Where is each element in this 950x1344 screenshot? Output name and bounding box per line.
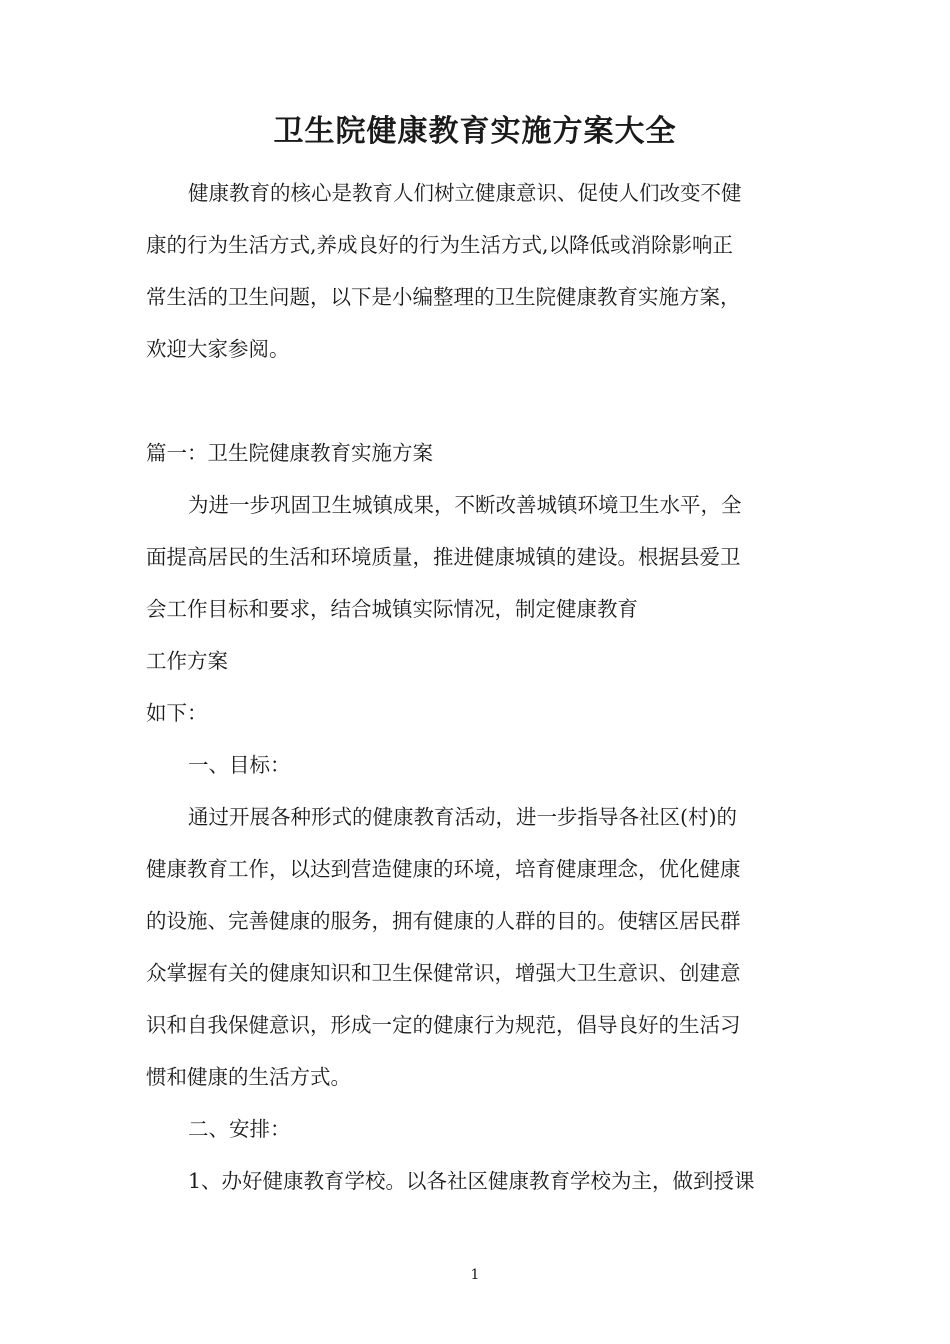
goal-line: 惯和健康的生活方式。 [146,1065,351,1089]
section-intro-line: 面提高居民的生活和环境质量，推进健康城镇的建设。根据县爱卫 [146,545,741,569]
goal-paragraph [146,791,810,1103]
page-number: 1 [470,1267,480,1283]
intro-line: 欢迎大家参阅。 [146,337,290,361]
goal-heading: 一、目标： [188,753,291,777]
document-body [146,167,810,1207]
as-follows-line: 如下： [146,701,208,725]
goal-line: 众掌握有关的健康知识和卫生保健常识，增强大卫生意识、创建意 [146,961,741,985]
goal-line: 识和自我保健意识，形成一定的健康行为规范，倡导良好的生活习 [146,1013,741,1037]
goal-line: 通过开展各种形式的健康教育活动，进一步指导各社区(村)的 [188,805,737,829]
arrangement-item: 1、办好健康教育学校。以各社区健康教育学校为主，做到授课 [188,1169,755,1193]
goal-line: 的设施、完善健康的服务，拥有健康的人群的目的。使辖区居民群 [146,909,741,933]
intro-line: 康的行为生活方式,养成良好的行为生活方式,以降低或消除影响正 [146,233,734,257]
section-heading: 篇一：卫生院健康教育实施方案 [146,441,433,465]
goal-line: 健康教育工作，以达到营造健康的环境，培育健康理念，优化健康 [146,857,741,881]
intro-line: 健康教育的核心是教育人们树立健康意识、促使人们改变不健 [188,181,742,205]
paragraph-gap [146,375,810,427]
arrangement-heading: 二、安排： [188,1117,291,1141]
intro-paragraph [146,167,810,375]
document-title: 卫生院健康教育实施方案大全 [273,114,677,149]
work-plan-line: 工作方案 [146,649,228,673]
section-intro-paragraph [146,479,810,635]
section-intro-line: 会工作目标和要求，结合城镇实际情况，制定健康教育 [146,597,638,621]
intro-line: 常生活的卫生问题，以下是小编整理的卫生院健康教育实施方案， [146,285,741,309]
section-intro-line: 为进一步巩固卫生城镇成果，不断改善城镇环境卫生水平，全 [188,493,742,517]
